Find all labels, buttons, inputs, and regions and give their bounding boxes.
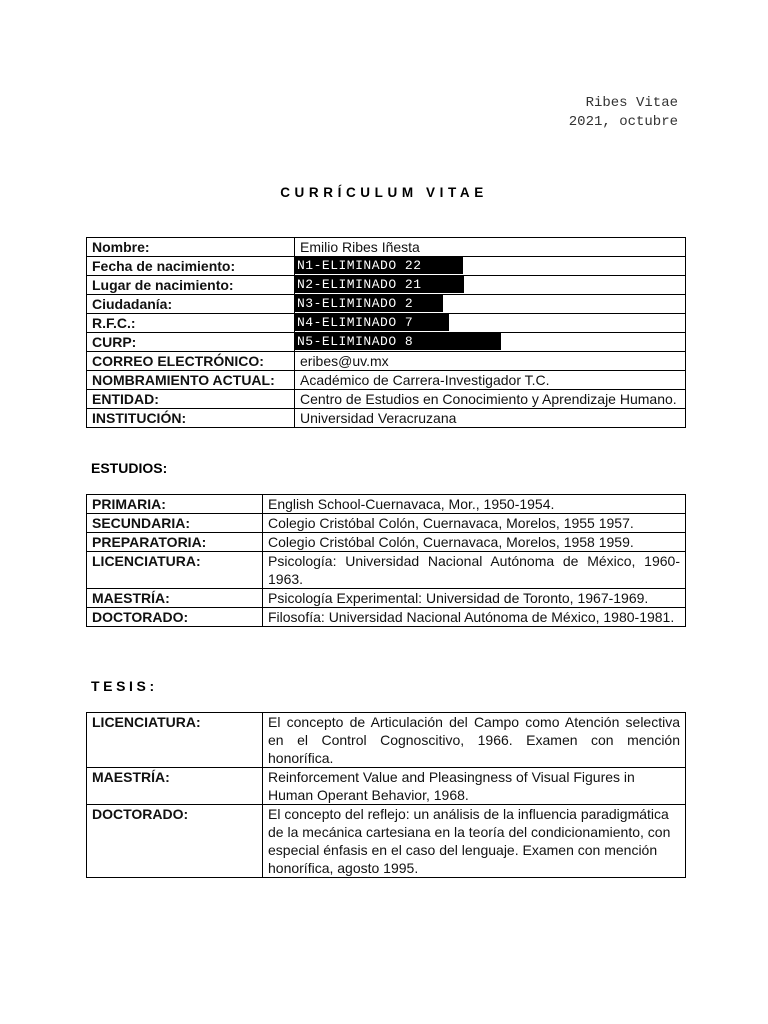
info-label: ENTIDAD: bbox=[87, 390, 295, 409]
thesis-label: DOCTORADO: bbox=[87, 805, 263, 878]
study-value: Psicología Experimental: Universidad de Toronto, 1967-1969. bbox=[263, 589, 686, 608]
info-value bbox=[295, 295, 686, 314]
table-row bbox=[87, 514, 686, 533]
header-line-1: Ribes Vitae bbox=[585, 95, 678, 111]
redacted-field: N4-ELIMINADO 7 bbox=[295, 314, 449, 331]
thesis-value: Reinforcement Value and Pleasingness of Visual Figures in Human Operant Behavior, 1968. bbox=[263, 768, 686, 805]
table-row bbox=[87, 713, 686, 768]
study-label: PREPARATORIA: bbox=[87, 533, 263, 552]
redacted-field: N1-ELIMINADO 22 bbox=[295, 257, 463, 274]
document-title: CURRÍCULUM VITAE bbox=[280, 185, 488, 200]
redacted-field: N2-ELIMINADO 21 bbox=[295, 276, 464, 293]
redacted-field: N5-ELIMINADO 8 bbox=[295, 333, 501, 350]
info-label: R.F.C.: bbox=[87, 314, 295, 333]
thesis-value: El concepto del reflejo: un análisis de la influencia paradigmática de la mecánica cartesiana en la teoría del condicionamiento, con especial énfasis en el caso del lenguaje. Examen con mención honorífica, agosto 1995. bbox=[263, 805, 686, 878]
info-label: CURP: bbox=[87, 333, 295, 352]
info-value: Universidad Veracruzana bbox=[295, 409, 686, 428]
info-value bbox=[295, 333, 686, 352]
table-row bbox=[87, 333, 686, 352]
table-row bbox=[87, 409, 686, 428]
info-label: Ciudadanía: bbox=[87, 295, 295, 314]
table-row bbox=[87, 276, 686, 295]
table-row bbox=[87, 768, 686, 805]
info-value: Académico de Carrera-Investigador T.C. bbox=[295, 371, 686, 390]
personal-info-table bbox=[86, 237, 686, 428]
table-row bbox=[87, 552, 686, 589]
header-line-2: 2021, octubre bbox=[568, 114, 678, 130]
table-row bbox=[87, 238, 686, 257]
table-row bbox=[87, 314, 686, 333]
info-value bbox=[295, 314, 686, 333]
study-value: Filosofía: Universidad Nacional Autónoma de México, 1980-1981. bbox=[263, 608, 686, 627]
study-value: Colegio Cristóbal Colón, Cuernavaca, Morelos, 1958 1959. bbox=[263, 533, 686, 552]
study-label: MAESTRÍA: bbox=[87, 589, 263, 608]
table-row bbox=[87, 371, 686, 390]
thesis-label: MAESTRÍA: bbox=[87, 768, 263, 805]
table-row bbox=[87, 805, 686, 878]
info-label: INSTITUCIÓN: bbox=[87, 409, 295, 428]
studies-table bbox=[86, 494, 686, 627]
table-row bbox=[87, 589, 686, 608]
table-row bbox=[87, 295, 686, 314]
info-value: eribes@uv.mx bbox=[295, 352, 686, 371]
table-row bbox=[87, 608, 686, 627]
info-value: Emilio Ribes Iñesta bbox=[295, 238, 686, 257]
info-value bbox=[295, 257, 686, 276]
info-label: Nombre: bbox=[87, 238, 295, 257]
redacted-field: N3-ELIMINADO 2 bbox=[295, 295, 443, 312]
study-label: LICENCIATURA: bbox=[87, 552, 263, 589]
study-label: SECUNDARIA: bbox=[87, 514, 263, 533]
table-row bbox=[87, 390, 686, 409]
study-label: DOCTORADO: bbox=[87, 608, 263, 627]
thesis-value: El concepto de Articulación del Campo como Atención selectiva en el Control Cognoscitivo, 1966. Examen con mención honorífica. bbox=[263, 713, 686, 768]
study-value: Psicología: Universidad Nacional Autónoma de México, 1960-1963. bbox=[263, 552, 686, 589]
study-value: English School-Cuernavaca, Mor., 1950-1954. bbox=[263, 495, 686, 514]
thesis-table bbox=[86, 712, 686, 878]
info-label: NOMBRAMIENTO ACTUAL: bbox=[87, 371, 295, 390]
info-value: Centro de Estudios en Conocimiento y Aprendizaje Humano. bbox=[295, 390, 686, 409]
table-row bbox=[87, 352, 686, 371]
table-row bbox=[87, 257, 686, 276]
info-value bbox=[295, 276, 686, 295]
study-label: PRIMARIA: bbox=[87, 495, 263, 514]
thesis-label: LICENCIATURA: bbox=[87, 713, 263, 768]
study-value: Colegio Cristóbal Colón, Cuernavaca, Morelos, 1955 1957. bbox=[263, 514, 686, 533]
info-label: Lugar de nacimiento: bbox=[87, 276, 295, 295]
info-label: Fecha de nacimiento: bbox=[87, 257, 295, 276]
document-header bbox=[569, 94, 678, 132]
table-row bbox=[87, 533, 686, 552]
table-row bbox=[87, 495, 686, 514]
info-label: CORREO ELECTRÓNICO: bbox=[87, 352, 295, 371]
section-heading-tesis: TESIS: bbox=[91, 678, 158, 694]
section-heading-estudios: ESTUDIOS: bbox=[91, 460, 168, 476]
